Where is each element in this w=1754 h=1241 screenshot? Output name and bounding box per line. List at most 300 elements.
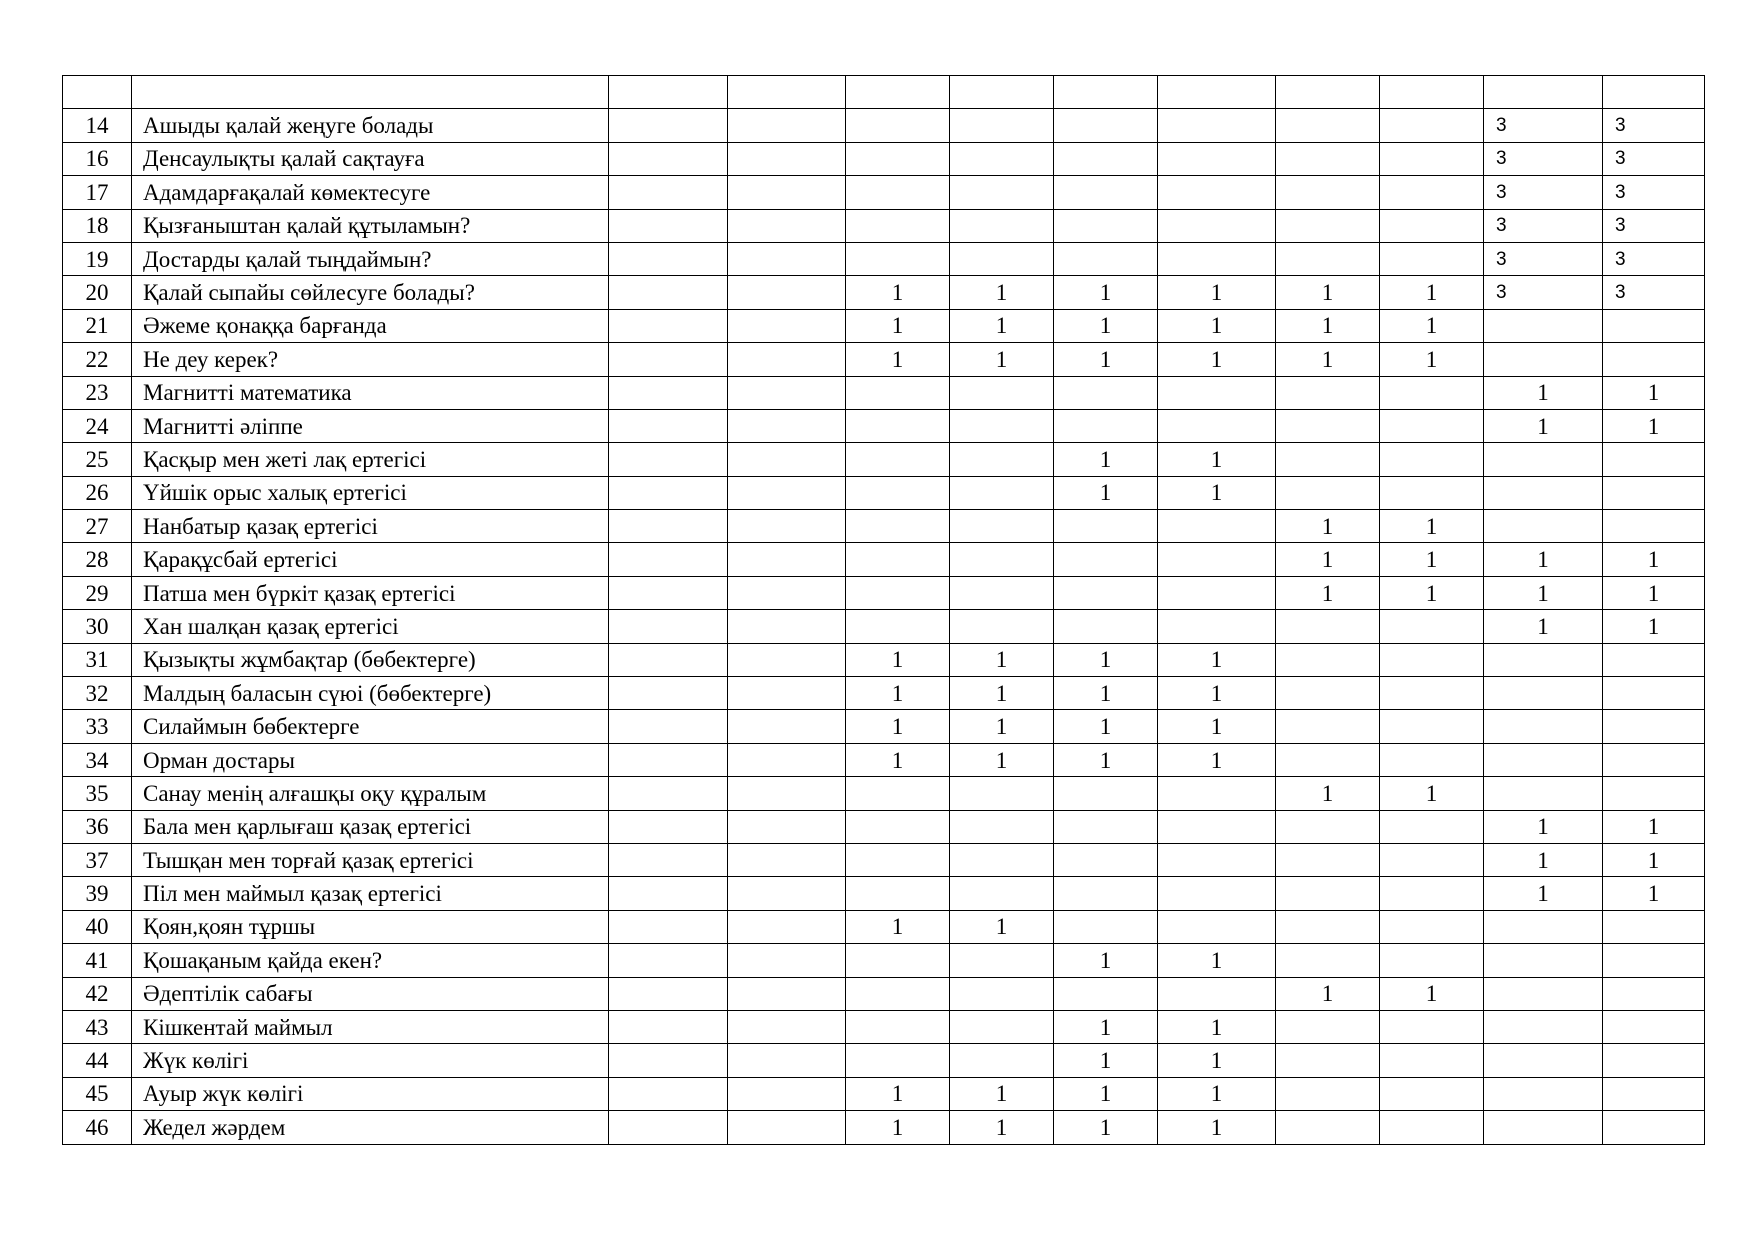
value-cell [1158,510,1276,543]
value-cell: 1 [846,910,950,943]
value-cell [950,376,1054,409]
value-cell [1054,176,1158,209]
table-row [63,576,1705,609]
table-row [63,977,1705,1010]
value-cell [728,510,846,543]
value-cell [1484,677,1603,710]
row-title: Орман достары [132,743,609,776]
header-cell [1054,76,1158,109]
value-cell [1054,209,1158,242]
row-title: Кішкентай маймыл [132,1010,609,1043]
value-cell [950,1010,1054,1043]
row-title: Магнитті әліппе [132,409,609,442]
row-title: Не деу керек? [132,343,609,376]
row-number: 37 [63,843,132,876]
value-cell [728,176,846,209]
value-cell [609,1010,728,1043]
value-cell [1276,810,1380,843]
value-cell [1276,476,1380,509]
value-cell: 1 [846,1077,950,1110]
value-cell [950,109,1054,142]
row-title: Магнитті математика [132,376,609,409]
row-title: Үйшік орыс халық ертегісі [132,476,609,509]
row-title: Денсаулықты қалай сақтауға [132,142,609,175]
row-title: Достарды қалай тыңдаймын? [132,242,609,275]
row-title: Әдептілік сабағы [132,977,609,1010]
value-cell [950,877,1054,910]
value-cell [1603,309,1705,342]
value-cell: 1 [1158,1010,1276,1043]
value-cell: 1 [950,710,1054,743]
header-cell [63,76,132,109]
table-row [63,643,1705,676]
value-cell [728,276,846,309]
value-cell [950,944,1054,977]
value-cell [950,576,1054,609]
value-cell: 1 [1276,510,1380,543]
row-title: Қоян,қоян тұршы [132,910,609,943]
value-cell: 1 [950,309,1054,342]
value-cell [728,1077,846,1110]
value-cell: 1 [1603,877,1705,910]
value-cell [728,476,846,509]
value-cell [950,977,1054,1010]
value-cell: 1 [1054,1044,1158,1077]
value-cell: 3 [1603,142,1705,175]
value-cell: 1 [1603,409,1705,442]
value-cell [609,576,728,609]
value-cell: 1 [1054,743,1158,776]
value-cell [609,1111,728,1144]
value-cell [1276,743,1380,776]
row-number: 42 [63,977,132,1010]
value-cell [609,142,728,175]
row-title: Қошақаным қайда екен? [132,944,609,977]
value-cell: 3 [1484,209,1603,242]
value-cell: 1 [1603,543,1705,576]
value-cell [728,209,846,242]
value-cell: 1 [1054,1111,1158,1144]
value-cell [609,510,728,543]
header-cell [1484,76,1603,109]
value-cell: 1 [1054,677,1158,710]
value-cell: 1 [950,677,1054,710]
value-cell [846,176,950,209]
value-cell [1276,843,1380,876]
value-cell [728,643,846,676]
row-title: Қасқыр мен жеті лақ ертегісі [132,443,609,476]
value-cell [1603,977,1705,1010]
value-cell [609,109,728,142]
value-cell: 1 [1276,309,1380,342]
data-table [62,75,1705,1145]
table-row [63,843,1705,876]
value-cell [1158,877,1276,910]
value-cell: 1 [846,677,950,710]
row-number: 43 [63,1010,132,1043]
value-cell [846,242,950,275]
value-cell [1603,1010,1705,1043]
value-cell [1158,209,1276,242]
value-cell [950,843,1054,876]
value-cell [609,209,728,242]
header-cell [846,76,950,109]
value-cell: 3 [1484,176,1603,209]
table-row [63,443,1705,476]
value-cell [1484,476,1603,509]
value-cell [609,443,728,476]
row-title: Жедел жәрдем [132,1111,609,1144]
value-cell [1054,376,1158,409]
value-cell [1276,176,1380,209]
header-cell [609,76,728,109]
value-cell [1603,710,1705,743]
value-cell [609,409,728,442]
value-cell [1380,610,1484,643]
value-cell [1380,810,1484,843]
table-row [63,543,1705,576]
value-cell [950,777,1054,810]
row-title: Ашыды қалай жеңуге болады [132,109,609,142]
value-cell [1158,543,1276,576]
value-cell: 1 [1276,777,1380,810]
value-cell [728,142,846,175]
value-cell [728,910,846,943]
value-cell: 1 [1380,777,1484,810]
value-cell [609,610,728,643]
value-cell: 1 [1484,843,1603,876]
value-cell [1158,610,1276,643]
value-cell [1158,810,1276,843]
value-cell: 1 [1380,576,1484,609]
row-number: 34 [63,743,132,776]
row-number: 39 [63,877,132,910]
value-cell [846,376,950,409]
value-cell [846,877,950,910]
value-cell: 1 [1484,543,1603,576]
row-number: 32 [63,677,132,710]
table-row [63,910,1705,943]
value-cell: 3 [1603,276,1705,309]
table-header-row [63,76,1705,109]
value-cell: 1 [950,1111,1054,1144]
value-cell: 1 [1380,510,1484,543]
value-cell [846,843,950,876]
row-number: 19 [63,242,132,275]
table-row [63,242,1705,275]
value-cell: 1 [1158,944,1276,977]
value-cell [846,510,950,543]
header-cell [1158,76,1276,109]
value-cell: 1 [1276,343,1380,376]
value-cell [1276,109,1380,142]
value-cell [1158,777,1276,810]
value-cell: 3 [1603,176,1705,209]
value-cell [1054,977,1158,1010]
value-cell [728,1010,846,1043]
value-cell [1484,743,1603,776]
value-cell [1484,1077,1603,1110]
value-cell [1054,543,1158,576]
value-cell [609,309,728,342]
value-cell [1158,910,1276,943]
row-number: 21 [63,309,132,342]
value-cell: 3 [1603,242,1705,275]
row-number: 40 [63,910,132,943]
value-cell [1158,142,1276,175]
value-cell: 1 [1603,810,1705,843]
row-number: 25 [63,443,132,476]
value-cell [950,209,1054,242]
value-cell [1603,944,1705,977]
row-title: Хан шалқан қазақ ертегісі [132,610,609,643]
table-row [63,343,1705,376]
row-number: 26 [63,476,132,509]
value-cell: 1 [950,643,1054,676]
value-cell [1603,777,1705,810]
value-cell: 3 [1484,276,1603,309]
value-cell [1054,910,1158,943]
row-title: Нанбатыр қазақ ертегісі [132,510,609,543]
value-cell [609,643,728,676]
value-cell: 1 [1158,476,1276,509]
value-cell: 1 [846,710,950,743]
value-cell [728,443,846,476]
value-cell [950,242,1054,275]
value-cell [1276,443,1380,476]
value-cell: 1 [1603,576,1705,609]
table-row [63,1010,1705,1043]
value-cell [728,710,846,743]
value-cell [1603,1077,1705,1110]
value-cell: 1 [1158,343,1276,376]
row-number: 18 [63,209,132,242]
row-title: Қызғаныштан қалай құтыламын? [132,209,609,242]
value-cell [1276,877,1380,910]
row-title: Силаймын бөбектерге [132,710,609,743]
row-number: 24 [63,409,132,442]
value-cell [728,343,846,376]
value-cell [1276,376,1380,409]
table-row [63,810,1705,843]
row-title: Қарақұсбай ертегісі [132,543,609,576]
row-number: 33 [63,710,132,743]
value-cell: 1 [1380,543,1484,576]
value-cell [1603,643,1705,676]
value-cell [728,109,846,142]
value-cell: 1 [1380,276,1484,309]
value-cell [1276,1077,1380,1110]
table-row [63,209,1705,242]
value-cell [609,944,728,977]
value-cell [846,543,950,576]
row-number: 36 [63,810,132,843]
value-cell [1380,476,1484,509]
value-cell [728,944,846,977]
row-number: 27 [63,510,132,543]
value-cell [846,109,950,142]
value-cell: 1 [846,276,950,309]
value-cell [1276,242,1380,275]
value-cell [728,877,846,910]
value-cell: 1 [1054,343,1158,376]
value-cell: 1 [950,910,1054,943]
table-row [63,309,1705,342]
row-title: Қалай сыпайы сөйлесуге болады? [132,276,609,309]
row-title: Адамдарғақалай көмектесуге [132,176,609,209]
value-cell [846,409,950,442]
value-cell: 1 [950,1077,1054,1110]
row-number: 16 [63,142,132,175]
value-cell [1380,109,1484,142]
value-cell: 1 [1158,677,1276,710]
table-row [63,376,1705,409]
row-number: 30 [63,610,132,643]
value-cell [1380,1010,1484,1043]
table-row [63,710,1705,743]
value-cell [1276,1044,1380,1077]
value-cell [1158,242,1276,275]
value-cell: 1 [1484,409,1603,442]
value-cell [846,576,950,609]
value-cell: 1 [846,309,950,342]
value-cell [728,376,846,409]
row-number: 31 [63,643,132,676]
value-cell [728,409,846,442]
table-row [63,476,1705,509]
value-cell [1054,877,1158,910]
header-cell [728,76,846,109]
value-cell: 1 [1158,743,1276,776]
table-row [63,109,1705,142]
value-cell [1380,643,1484,676]
value-cell: 1 [1158,276,1276,309]
value-cell [1054,777,1158,810]
value-cell [1054,242,1158,275]
value-cell: 3 [1603,209,1705,242]
row-title: Патша мен бүркіт қазақ ертегісі [132,576,609,609]
value-cell [609,1077,728,1110]
value-cell: 3 [1484,242,1603,275]
row-number: 23 [63,376,132,409]
value-cell: 1 [1158,1111,1276,1144]
row-title: Ауыр жүк көлігі [132,1077,609,1110]
value-cell [1484,1111,1603,1144]
value-cell [728,810,846,843]
value-cell: 1 [1380,343,1484,376]
row-title: Жүк көлігі [132,1044,609,1077]
row-number: 45 [63,1077,132,1110]
value-cell [1276,142,1380,175]
value-cell [1484,710,1603,743]
value-cell [728,1111,846,1144]
value-cell [728,743,846,776]
value-cell: 1 [1484,576,1603,609]
value-cell [728,843,846,876]
value-cell: 1 [1054,276,1158,309]
value-cell: 1 [1276,276,1380,309]
value-cell [1380,376,1484,409]
value-cell [1484,443,1603,476]
value-cell: 1 [1158,1077,1276,1110]
value-cell [1276,677,1380,710]
value-cell: 1 [1484,376,1603,409]
header-cell [1380,76,1484,109]
value-cell [1484,777,1603,810]
value-cell: 1 [1158,443,1276,476]
value-cell [1603,1111,1705,1144]
header-cell [950,76,1054,109]
row-title: Тышқан мен торғай қазақ ертегісі [132,843,609,876]
row-title: Бала мен қарлығаш қазақ ертегісі [132,810,609,843]
value-cell [1380,142,1484,175]
table-row [63,176,1705,209]
row-number: 44 [63,1044,132,1077]
value-cell: 1 [846,343,950,376]
value-cell: 1 [846,643,950,676]
value-cell [846,476,950,509]
row-number: 17 [63,176,132,209]
value-cell: 3 [1484,142,1603,175]
value-cell [1054,610,1158,643]
row-number: 46 [63,1111,132,1144]
value-cell [1054,409,1158,442]
table-row [63,1077,1705,1110]
value-cell [1380,710,1484,743]
value-cell [1603,510,1705,543]
value-cell: 1 [1054,443,1158,476]
table-row [63,1111,1705,1144]
value-cell: 1 [1054,710,1158,743]
value-cell [609,276,728,309]
value-cell [1380,176,1484,209]
value-cell [1484,977,1603,1010]
value-cell [846,1010,950,1043]
value-cell [1603,476,1705,509]
row-title: Малдың баласын сүюі (бөбектерге) [132,677,609,710]
value-cell [950,510,1054,543]
value-cell [1380,1044,1484,1077]
value-cell [609,677,728,710]
value-cell [728,977,846,1010]
value-cell [1484,343,1603,376]
value-cell: 1 [1484,877,1603,910]
value-cell [1054,109,1158,142]
value-cell [846,443,950,476]
value-cell [950,443,1054,476]
value-cell [1380,1111,1484,1144]
value-cell [1603,743,1705,776]
value-cell: 1 [1158,1044,1276,1077]
value-cell: 1 [1603,376,1705,409]
value-cell [950,543,1054,576]
value-cell [846,209,950,242]
value-cell [1158,176,1276,209]
value-cell [846,1044,950,1077]
row-title: Әжеме қонаққа барғанда [132,309,609,342]
table-row [63,777,1705,810]
value-cell: 1 [1158,710,1276,743]
row-number: 35 [63,777,132,810]
value-cell [609,710,728,743]
table-row [63,677,1705,710]
row-number: 29 [63,576,132,609]
row-number: 22 [63,343,132,376]
value-cell [609,977,728,1010]
value-cell [1380,877,1484,910]
value-cell [1158,109,1276,142]
value-cell [950,810,1054,843]
